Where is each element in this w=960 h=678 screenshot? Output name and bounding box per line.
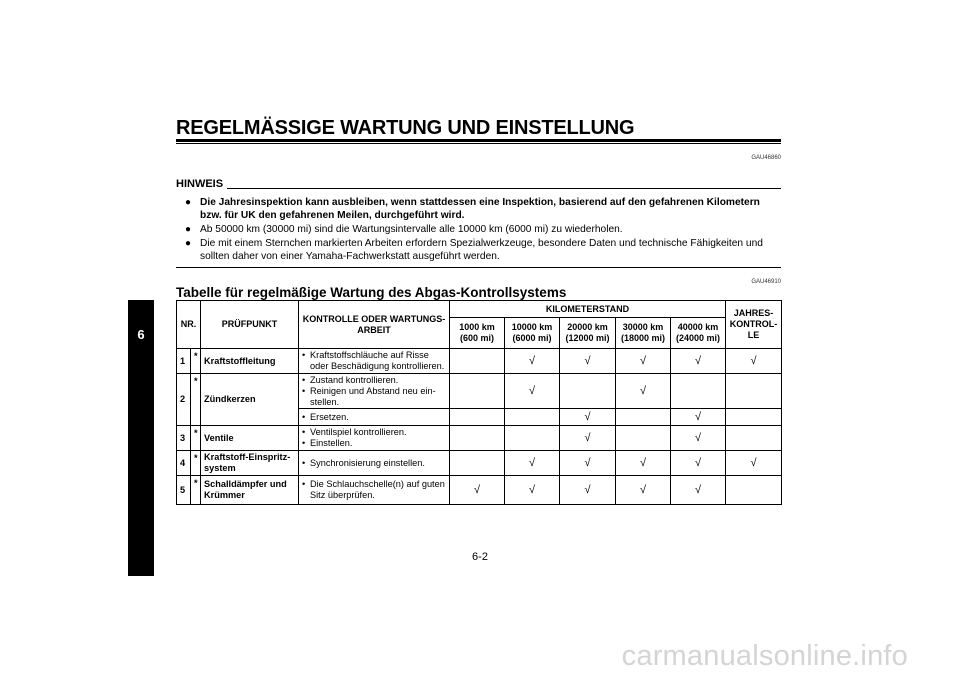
check-mark-icon: √ <box>560 476 616 505</box>
header-interval: 40000 km (24000 mi) <box>671 318 726 349</box>
check-mark-icon: √ <box>450 476 505 505</box>
check-cell <box>726 476 782 505</box>
check-cell <box>450 451 505 476</box>
title-rule <box>176 139 781 142</box>
header-mileage: KILOMETERSTAND <box>450 301 726 318</box>
row-item: Zündkerzen <box>201 374 299 426</box>
check-mark-icon: √ <box>560 426 616 451</box>
bullet-icon: ● <box>185 224 192 235</box>
bullet-icon: ● <box>185 238 192 249</box>
check-mark-icon: √ <box>616 349 671 374</box>
check-cell <box>560 374 616 409</box>
asterisk-icon: * <box>191 374 201 426</box>
row-item: Kraftstoff-Einspritz-system <box>201 451 299 476</box>
row-number: 2 <box>177 374 191 426</box>
check-mark-icon: √ <box>671 426 726 451</box>
check-cell <box>726 374 782 409</box>
note-item: ● Ab 50000 km (30000 mi) sind die Wartungsintervalle alle 10000 km (6000 mi) zu wiederholen. <box>185 224 623 235</box>
check-cell <box>726 409 782 426</box>
check-mark-icon: √ <box>616 476 671 505</box>
row-work: • Ersetzen. <box>299 409 450 426</box>
chapter-number: 6 <box>137 327 145 342</box>
check-mark-icon: √ <box>505 349 560 374</box>
check-mark-icon: √ <box>560 409 616 426</box>
table-row <box>177 426 782 451</box>
row-number: 1 <box>177 349 191 374</box>
row-item: Schalldämpfer und Krümmer <box>201 476 299 505</box>
header-interval: 1000 km (600 mi) <box>450 318 505 349</box>
row-number: 4 <box>177 451 191 476</box>
check-mark-icon: √ <box>616 451 671 476</box>
check-cell <box>450 349 505 374</box>
check-cell <box>616 409 671 426</box>
section-title: Tabelle für regelmäßige Wartung des Abgas-Kontrollsystems <box>176 285 567 300</box>
header-work: KONTROLLE ODER WARTUNGS-ARBEIT <box>299 301 450 349</box>
check-cell <box>450 409 505 426</box>
page-title: REGELMÄSSIGE WARTUNG UND EINSTELLUNG <box>176 117 635 139</box>
check-mark-icon: √ <box>726 451 782 476</box>
check-cell <box>671 374 726 409</box>
check-mark-icon: √ <box>671 409 726 426</box>
note-heading-label: HINWEIS <box>176 178 227 190</box>
header-item: PRÜFPUNKT <box>201 301 299 349</box>
header-nr: NR. <box>177 301 201 349</box>
row-item: Ventile <box>201 426 299 451</box>
asterisk-icon: * <box>191 476 201 505</box>
table-row <box>177 476 782 505</box>
check-mark-icon: √ <box>726 349 782 374</box>
row-work: • Zustand kontrollieren. • Reinigen und Abstand neu ein-stellen. <box>299 374 450 409</box>
check-mark-icon: √ <box>505 374 560 409</box>
note-item: ● Die mit einem Sternchen markierten Arbeiten erfordern Spezialwerkzeuge, besondere Daten und technische Fähigkeiten und sollten daher von einer Yamaha-Fachwerkstatt ausgeführt werden. <box>185 238 763 262</box>
row-work: • Ventilspiel kontrollieren. • Einstellen. <box>299 426 450 451</box>
row-work: • Die Schlauchschelle(n) auf guten Sitz überprüfen. <box>299 476 450 505</box>
check-cell <box>505 426 560 451</box>
check-mark-icon: √ <box>671 349 726 374</box>
note-list <box>176 196 781 263</box>
row-item: Kraftstoffleitung <box>201 349 299 374</box>
check-cell <box>505 409 560 426</box>
check-mark-icon: √ <box>560 451 616 476</box>
asterisk-icon: * <box>191 349 201 374</box>
title-rule-thin <box>176 143 781 144</box>
reference-code: GAU46910 <box>751 279 781 285</box>
header-interval: 10000 km (6000 mi) <box>505 318 560 349</box>
asterisk-icon: * <box>191 451 201 476</box>
check-mark-icon: √ <box>505 476 560 505</box>
reference-code: GAU46860 <box>751 155 781 161</box>
row-number: 5 <box>177 476 191 505</box>
header-interval: 20000 km (12000 mi) <box>560 318 616 349</box>
chapter-tab <box>128 300 154 576</box>
header-interval: 30000 km (18000 mi) <box>616 318 671 349</box>
table-row <box>177 349 782 374</box>
header-annual: JAHRES-KONTROL-LE <box>726 301 782 349</box>
note-heading-rule <box>176 188 781 189</box>
bullet-icon: ● <box>185 197 192 208</box>
note-item: ● Die Jahresinspektion kann ausbleiben, wenn stattdessen eine Inspektion, basierend auf den gefahrenen Kilometern bzw. für UK den gefahrenen Meilen, durchgeführt wird. <box>185 197 760 221</box>
watermark[interactable]: carmanualsonline.info <box>621 640 908 672</box>
note-heading <box>176 178 781 193</box>
check-cell <box>726 426 782 451</box>
check-mark-icon: √ <box>560 349 616 374</box>
asterisk-icon: * <box>191 426 201 451</box>
row-work: • Synchronisierung einstellen. <box>299 451 450 476</box>
check-mark-icon: √ <box>505 451 560 476</box>
check-mark-icon: √ <box>671 476 726 505</box>
row-work: • Kraftstoffschläuche auf Risse oder Beschädigung kontrollieren. <box>299 349 450 374</box>
note-box <box>176 178 781 268</box>
table-row <box>177 451 782 476</box>
page-number: 6-2 <box>472 551 488 563</box>
row-number: 3 <box>177 426 191 451</box>
check-cell <box>450 374 505 409</box>
check-cell <box>616 426 671 451</box>
maintenance-table <box>176 300 782 505</box>
check-mark-icon: √ <box>671 451 726 476</box>
check-cell <box>450 426 505 451</box>
table-row <box>177 374 782 409</box>
note-bottom-rule <box>176 267 781 268</box>
check-mark-icon: √ <box>616 374 671 409</box>
